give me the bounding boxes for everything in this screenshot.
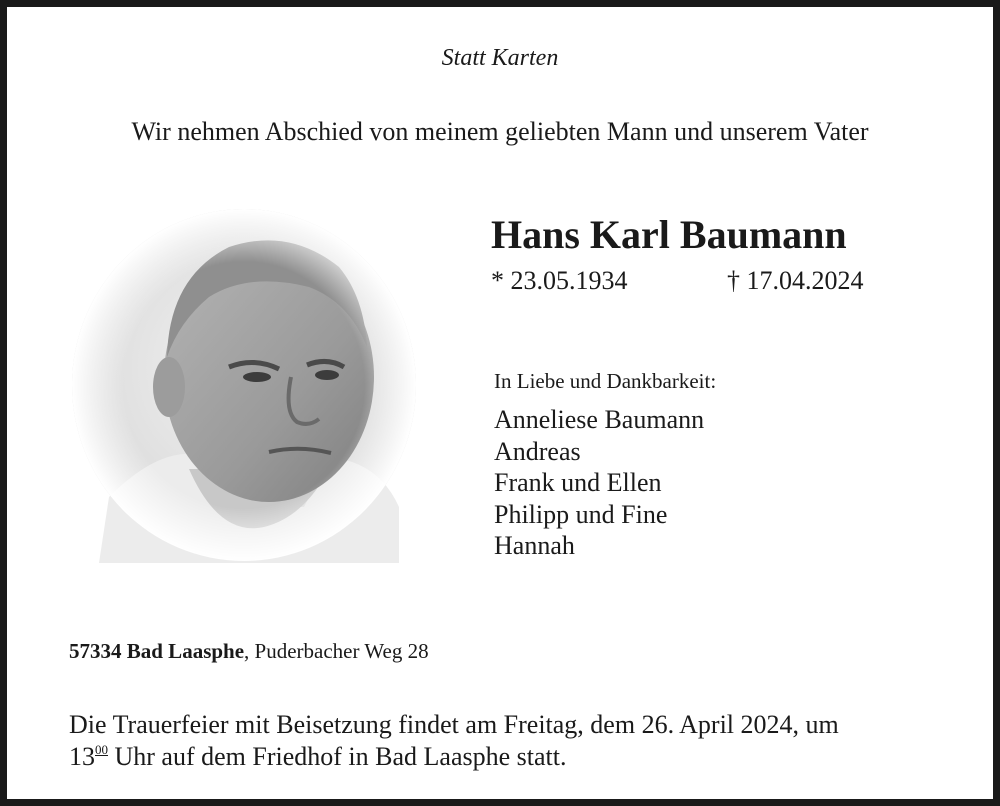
deceased-name: Hans Karl Baumann [491,212,847,257]
mourners-list [494,404,704,562]
address [69,639,429,664]
mourner-name: Hannah [494,531,575,560]
intro-line: Wir nehmen Abschied von meinem geliebten Mann und unserem Vater [131,117,869,146]
service-announcement [69,709,959,773]
portrait-image [69,207,419,563]
mourner-name: Philipp und Fine [494,499,668,529]
service-line-2: Uhr auf dem Friedhof in Bad Laasphe statt. [108,742,567,771]
address-street: , Puderbacher Weg 28 [244,639,429,663]
mourner-name: Anneliese Baumann [494,405,705,434]
service-line-1: Die Trauerfeier mit Beisetzung findet am Freitag, dem 26. April 2024, um [69,710,839,739]
statt-karten-heading: Statt Karten [441,45,559,71]
service-minutes: 00 [95,742,108,757]
address-city: 57334 Bad Laasphe [69,639,245,663]
service-hour: 13 [69,742,95,771]
portrait-photo [69,207,419,563]
mourner-name: Frank und Ellen [494,468,662,497]
death-date: † 17.04.2024 [727,266,864,295]
mourner-name: Andreas [494,436,581,466]
birth-date: * 23.05.1934 [491,266,628,295]
mourners-heading: In Liebe und Dankbarkeit: [494,369,717,393]
